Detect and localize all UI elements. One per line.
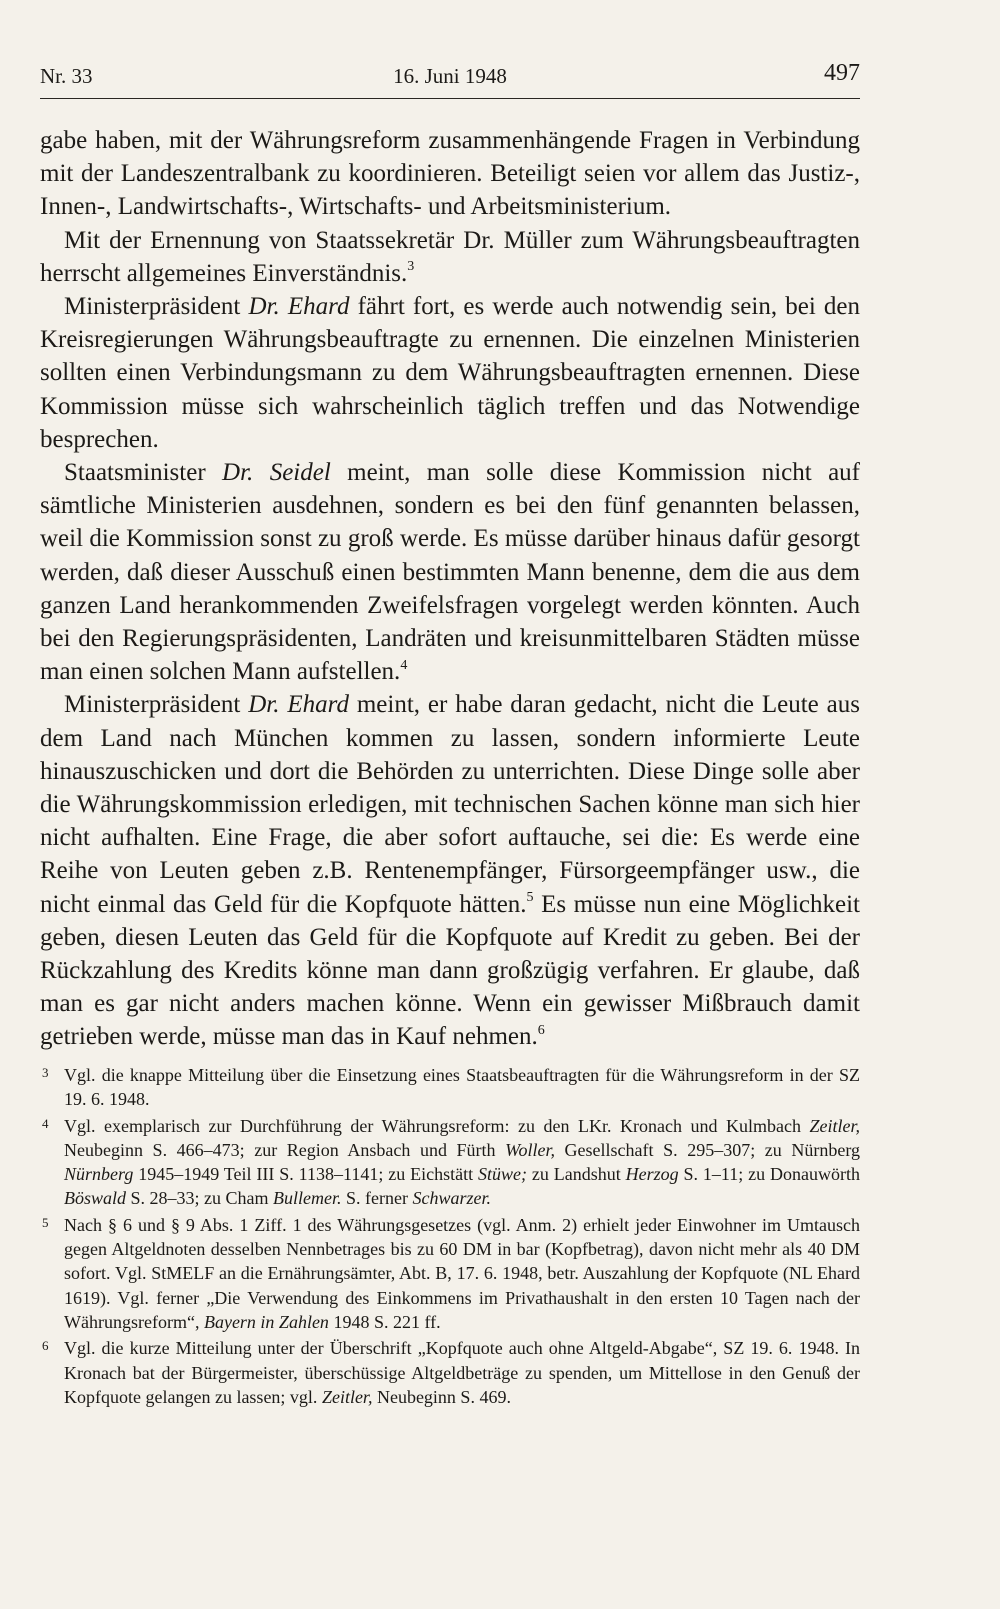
footnote-number: 3 bbox=[42, 1065, 49, 1080]
main-text bbox=[40, 124, 860, 1054]
italic-name: Bullemer. bbox=[273, 1188, 342, 1209]
text-run: Staatsminister bbox=[64, 459, 223, 487]
text-run: fährt fort, es werde auch notwendig sein, bei den Kreisregierungen Währungsbeauftragte zu ernennen. Die einzelnen Ministerien sollten einen Verbindungsmann zu dem Währungsbeauftragten ernennen. Diese Kommission müsse sich wahrscheinlich täglich treffen und das Notwendige besprechen. bbox=[40, 293, 860, 453]
text-run: S. 28–33; zu Cham bbox=[126, 1188, 274, 1209]
text-run: Vgl. exemplarisch zur Durchführung der Währungsreform: zu den LKr. Kronach und Kulmbach bbox=[64, 1115, 810, 1136]
text-run: gabe haben, mit der Währungsreform zusammenhängende Fragen in Verbindung mit der Landeszentralbank zu koordinieren. Beteiligt seien vor allem das Justiz-, Innen-, Landwirtschafts-, Wirtschafts- und Arbeitsministerium. bbox=[40, 127, 860, 221]
paragraph bbox=[40, 124, 860, 224]
footnote-ref: 5 bbox=[526, 890, 534, 906]
italic-name: Dr. Ehard bbox=[248, 293, 350, 321]
text-run: Gesellschaft S. 295–307; zu Nürnberg bbox=[554, 1139, 860, 1160]
text-run: Ministerpräsident bbox=[64, 293, 249, 321]
footnote bbox=[40, 1114, 860, 1211]
text-run: 1945–1949 Teil III S. 1138–1141; zu Eichstätt bbox=[133, 1164, 478, 1185]
issue-number: Nr. 33 bbox=[40, 64, 93, 88]
footnote-number: 6 bbox=[42, 1338, 49, 1354]
italic-name: Stüwe; bbox=[477, 1164, 527, 1185]
page-number: 497 bbox=[824, 60, 860, 86]
italic-name: Woller, bbox=[505, 1139, 555, 1160]
text-run: Vgl. die knappe Mitteilung über die Einsetzung eines Staatsbeauftragten für die Währungsreform in der SZ 19. 6. 1948. bbox=[64, 1065, 860, 1110]
italic-name: Bayern in Zahlen bbox=[203, 1311, 329, 1332]
paragraph bbox=[40, 290, 860, 456]
footnotes bbox=[40, 1063, 860, 1411]
text-run: Neubeginn S. 469. bbox=[372, 1386, 511, 1407]
text-run: Es müsse nun eine Möglichkeit geben, diesen Leuten das Geld für die Kopfquote auf Kredit zu geben. Bei der Rückzahlung des Kredits könne man dann großzügig verfahren. Er glaube, daß man es gar nicht anders machen könne. Wenn ein gewisser Mißbrauch damit getrieben werde, müsse man das in Kauf nehmen. bbox=[40, 890, 861, 1051]
text-run: Nach § 6 und § 9 Abs. 1 Ziff. 1 des Währungsgesetzes (vgl. Anm. 2) erhielt jeder Einwohner im Umtausch gegen Altgeldnoten desselben Nennbetrages bis zu 60 DM in bar (Kopfbetrag), davon nicht mehr als 40 DM sofort. Vgl. StMELF an die Ernährungsämter, Abt. B, 17. 6. 1948, betr. Auszahlung der Kopfquote (NL Ehard 1619). Vgl. ferner „Die Verwendung des Einkommens im Privathaushalt in den ersten 10 Tagen nach der Währungsreform“, bbox=[64, 1214, 860, 1332]
text-run: Ministerpräsident bbox=[64, 691, 249, 719]
text-run: 1948 S. 221 ff. bbox=[328, 1311, 441, 1332]
text-run: zu Landshut bbox=[526, 1164, 626, 1185]
footnote-number: 4 bbox=[42, 1115, 49, 1131]
text-run: S. 1–11; zu Donauwörth bbox=[678, 1164, 860, 1185]
paragraph bbox=[40, 688, 860, 1053]
footnote bbox=[40, 1336, 860, 1409]
footnote-ref: 4 bbox=[400, 657, 408, 673]
text-run: S. ferner bbox=[341, 1188, 413, 1209]
footnote-ref: 6 bbox=[537, 1023, 545, 1039]
running-header bbox=[40, 58, 860, 99]
italic-name: Böswald bbox=[64, 1188, 127, 1209]
footnote bbox=[40, 1063, 860, 1112]
paragraph bbox=[40, 224, 860, 290]
italic-name: Zeitler, bbox=[809, 1115, 860, 1136]
italic-name: Dr. Seidel bbox=[222, 459, 331, 487]
paragraph bbox=[40, 456, 860, 688]
italic-name: Dr. Ehard bbox=[248, 691, 349, 719]
text-run: Neubeginn S. 466–473; zur Region Ansbach und Fürth bbox=[64, 1139, 506, 1160]
text-run: meint, er habe daran gedacht, nicht die Leute aus dem Land nach München kommen zu lassen, sondern informierte Leute hinauszuschicken und dort die Behörden zu unterrichten. Diese Dinge solle aber die Währungskommission erledigen, mit technischen Sachen könne man sich hier nicht aufhalten. Eine Frage, die aber sofort auftauche, sei die: Es werde eine Reihe von Leuten geben z.B. Rentenempfänger, Fürsorgeempfänger usw., die nicht einmal das Geld für die Kopfquote hätten. bbox=[40, 691, 860, 918]
italic-name: Herzog bbox=[625, 1164, 679, 1185]
text-run: Vgl. die kurze Mitteilung unter der Überschrift „Kopfquote auch ohne Altgeld-Abgabe“, SZ 19. 6. 1948. In Kronach bat der Bürgermeister, überschüssige Altgeldbeträge zu spenden, um Mittellose in den Genuß der Kopfquote gelangen zu lassen; vgl. bbox=[64, 1338, 860, 1407]
italic-name: Zeitler, bbox=[321, 1386, 373, 1407]
italic-name: Nürnberg bbox=[64, 1164, 134, 1185]
footnote-number: 5 bbox=[42, 1214, 49, 1230]
footnote bbox=[40, 1213, 860, 1334]
text-run: Mit der Ernennung von Staatssekretär Dr. Müller zum Währungsbeauftragten herrscht allgemeines Einverständnis. bbox=[40, 226, 860, 287]
italic-name: Schwarzer. bbox=[412, 1188, 491, 1209]
footnote-ref: 3 bbox=[407, 259, 415, 275]
text-run: meint, man solle diese Kommission nicht auf sämtliche Ministerien ausdehnen, sondern es bei den fünf genannten belassen, weil die Kommission sonst zu groß werde. Es müsse darüber hinaus dafür gesorgt werden, daß dieser Ausschuß einen bestimmten Mann benenne, dem die aus dem ganzen Land herankommenden Zweifelsfragen vorgelegt werden könnten. Auch bei den Regierungspräsidenten, Landräten und kreisunmittelbaren Städten müsse man einen solchen Mann aufstellen. bbox=[40, 459, 860, 686]
header-date: 16. Juni 1948 bbox=[393, 64, 507, 88]
